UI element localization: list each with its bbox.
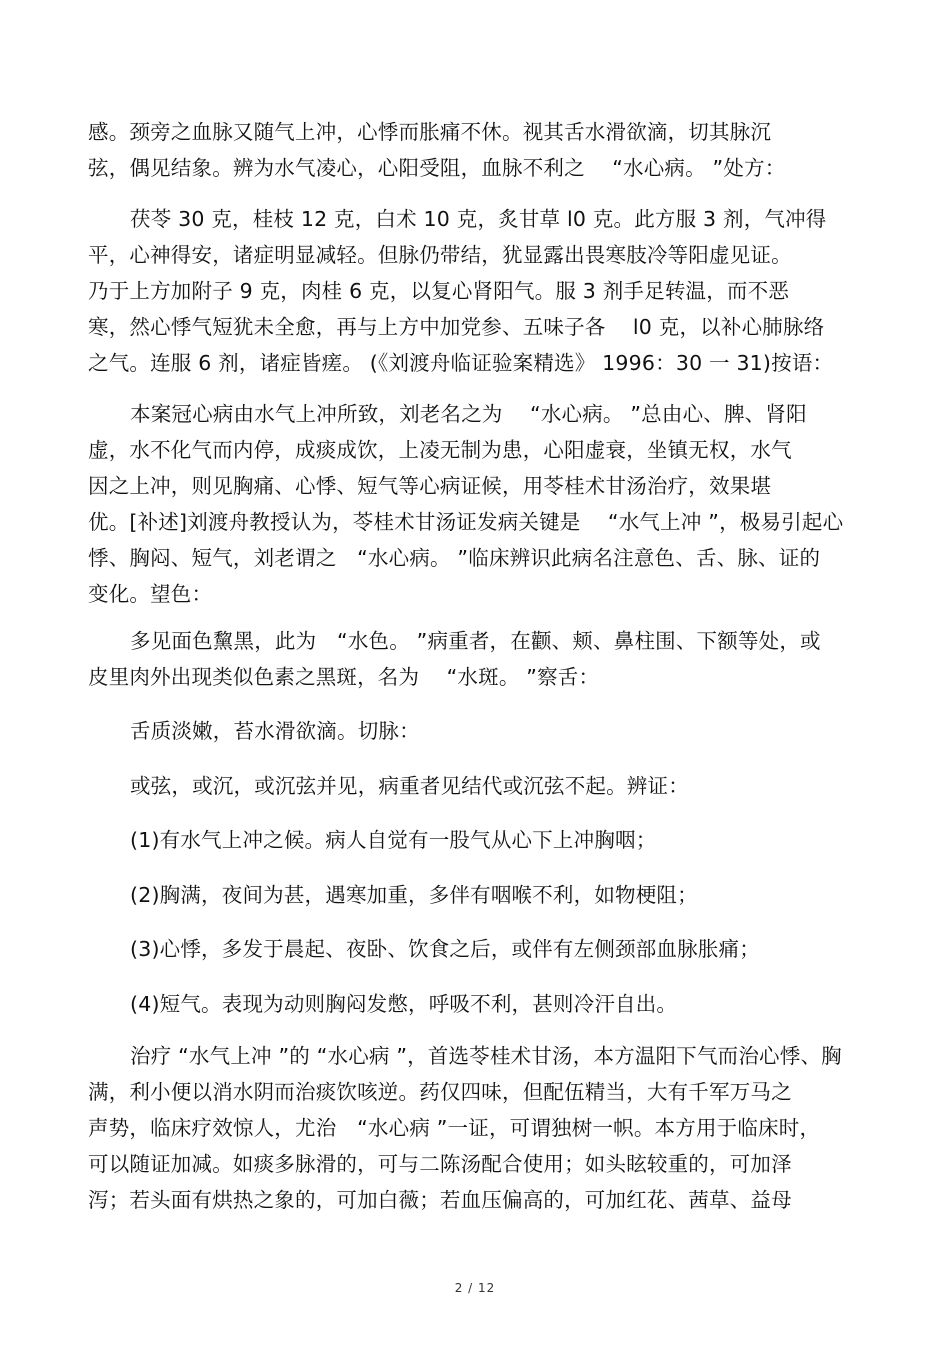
text-line: 本案冠心病由水气上冲所致，刘老名之为 “水心病。 ”总由心、脾、肾阳 — [130, 402, 807, 426]
paragraph-11 — [88, 1038, 878, 1218]
paragraph-9 — [88, 931, 878, 967]
text-line: (3)心悸，多发于晨起、夜卧、饮食之后，或伴有左侧颈部血脉胀痛； — [130, 937, 760, 961]
text-line: 平，心神得安，诸症明显减轻。但脉仍带结，犹显露出畏寒肢冷等阳虚见证。 — [88, 243, 792, 267]
text-line: 虚，水不化气而内停，成痰成饮，上凌无制为患，心阳虚衰，坐镇无权，水气 — [88, 438, 792, 462]
paragraph-6 — [88, 768, 878, 804]
text-line: 舌质淡嫩，苔水滑欲滴。切脉： — [130, 719, 420, 743]
paragraph-3 — [88, 396, 878, 612]
text-line: 可以随证加减。如痰多脉滑的，可与二陈汤配合使用；如头眩较重的，可加泽 — [88, 1152, 792, 1176]
text-line: 治疗 “水气上冲 ”的 “水心病 ”，首选苓桂术甘汤，本方温阳下气而治心悸、胸 — [130, 1044, 842, 1068]
text-line: 寒，然心悸气短犹未全愈，再与上方中加党参、五味子各 l0 克，以补心肺脉络 — [88, 315, 825, 339]
page-number: 2 / 12 — [454, 1281, 496, 1295]
text-line: 乃于上方加附子 9 克，肉桂 6 克，以复心肾阳气。服 3 剂手足转温，而不恶 — [88, 279, 790, 303]
text-line: 满，利小便以消水阴而治痰饮咳逆。药仅四味，但配伍精当，大有千军万马之 — [88, 1080, 792, 1104]
text-line: 声势，临床疗效惊人，尤治 “水心病 ”一证，可谓独树一帜。本方用于临床时， — [88, 1116, 821, 1140]
text-line: 之气。连服 6 剂，诸症皆瘥。 (《刘渡舟临证验案精选》 1996：30 一 31)按语： — [88, 351, 834, 375]
text-line: 悸、胸闷、短气，刘老谓之 “水心病。 ”临床辨识此病名注意色、舌、脉、证的 — [88, 546, 821, 570]
text-line: 多见面色黧黑，此为 “水色。 ”病重者，在颧、颊、鼻柱围、下额等处，或 — [130, 629, 821, 653]
text-line: 弦，偶见结象。辨为水气凌心，心阳受阻，血脉不利之 “水心病。 ”处方： — [88, 156, 786, 180]
paragraph-10 — [88, 986, 878, 1022]
paragraph-1 — [88, 114, 878, 186]
paragraph-4 — [88, 623, 878, 695]
text-line: (4)短气。表现为动则胸闷发憋，呼吸不利，甚则冷汗自出。 — [130, 992, 678, 1016]
text-line: (1)有水气上冲之候。病人自觉有一股气从心下上冲胸咽； — [130, 828, 657, 852]
paragraph-2 — [88, 201, 878, 381]
paragraph-7 — [88, 822, 878, 858]
paragraph-5 — [88, 713, 878, 749]
text-line: 皮里肉外出现类似色素之黑斑，名为 “水斑。 ”察舌： — [88, 665, 600, 689]
text-line: 感。颈旁之血脉又随气上冲，心悸而胀痛不休。视其舌水滑欲滴，切其脉沉 — [88, 120, 772, 144]
text-line: 茯苓 30 克，桂枝 12 克，白术 10 克，炙甘草 l0 克。此方服 3 剂，气冲得 — [130, 207, 827, 231]
text-line: (2)胸满，夜间为甚，遇寒加重，多伴有咽喉不利，如物梗阻； — [130, 883, 698, 907]
text-line: 优。[补述]刘渡舟教授认为，苓桂术甘汤证发病关键是 “水气上冲 ”，极易引起心 — [88, 510, 844, 534]
text-line: 或弦，或沉，或沉弦并见，病重者见结代或沉弦不起。辨证： — [130, 774, 689, 798]
text-line: 变化。望色： — [88, 582, 213, 606]
paragraph-8 — [88, 877, 878, 913]
text-line: 泻；若头面有烘热之象的，可加白薇；若血压偏高的，可加红花、茜草、益母 — [88, 1188, 792, 1212]
text-line: 因之上冲，则见胸痛、心悸、短气等心病证候，用苓桂术甘汤治疗，效果堪 — [88, 474, 772, 498]
